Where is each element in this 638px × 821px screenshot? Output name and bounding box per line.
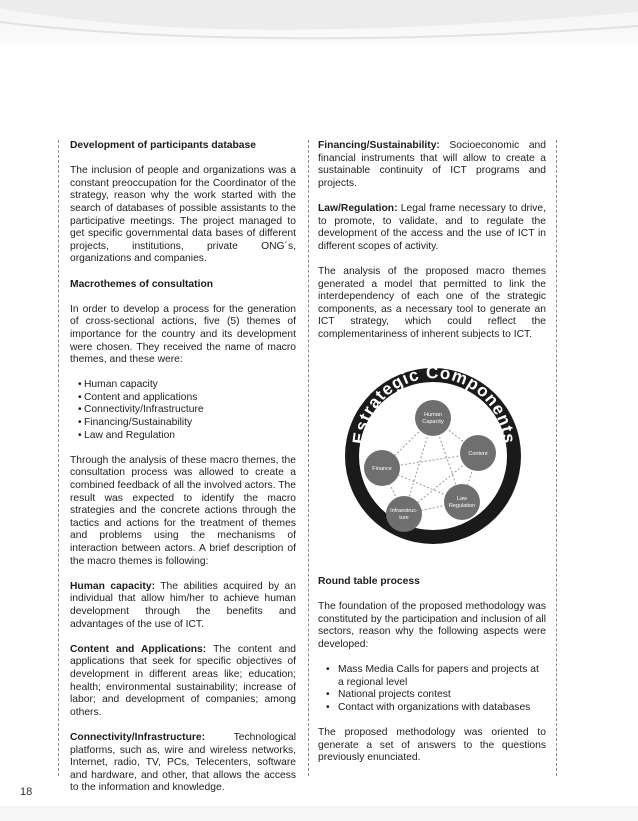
column-divider-left xyxy=(58,140,59,776)
round-table-aspects-list xyxy=(318,664,546,714)
paragraph-macrothemes: In order to develop a process for the generation of cross-sectional actions, five (5) themes of importance for the country and its development were chosen. They received the name of macro themes, and these were: xyxy=(70,303,296,366)
term-human-capacity: Human capacity: xyxy=(70,580,155,592)
strategic-components-diagram xyxy=(338,356,528,546)
left-column xyxy=(70,140,296,807)
term-content-applications: Content and Applications: xyxy=(70,643,207,655)
definition-law-regulation: Legal frame necessary to drive, to promote, to validate, and to regulate the development of the access and the use of ICT in different scopes of activity. xyxy=(318,202,546,252)
definition-financing: Socioeconomic and financial instruments that will allow to create a sustainable continuity of ICT programs and projects. xyxy=(318,140,546,189)
list-item: • Human capacity xyxy=(70,379,296,392)
list-item: • Financing/Sustainability xyxy=(70,417,296,430)
term-financing: Financing/Sustainability: xyxy=(318,140,440,151)
macrothemes-list xyxy=(70,379,296,442)
diagram-title: Estrategic Components xyxy=(348,363,519,446)
definition-connectivity: Technological platforms, such as, wire and wireless networks, Internet, radio, TV, PCs, Telecenters, software and hardware, and other, that allows the access to the information and knowledge. xyxy=(70,731,296,794)
diagram-node-content xyxy=(460,435,496,471)
list-item: • Contact with organizations with databases xyxy=(318,702,546,715)
footer-band xyxy=(0,806,638,821)
section-heading-round-table: Round table process xyxy=(318,576,420,588)
list-item: • Law and Regulation xyxy=(70,430,296,443)
list-item: • Content and applications xyxy=(70,392,296,405)
node-label-capacity: Capacity xyxy=(422,419,444,425)
node-label-regulation: Regulation xyxy=(448,503,476,509)
diagram-node-law-regulation xyxy=(444,484,480,520)
page-number: 18 xyxy=(20,786,33,798)
definition-content-applications: The content and applications that seek for specific objectives of development in different areas like; education; health; environmental sustainability; increase of labor; and development of companies; among others. xyxy=(70,643,296,718)
list-item: • Connectivity/Infrastructure xyxy=(70,404,296,417)
node-label-law: Law xyxy=(456,496,468,502)
diagram-node-infrastructure xyxy=(386,496,422,532)
column-divider-right xyxy=(556,140,557,776)
paragraph-round-table: The foundation of the proposed methodology was constituted by the participation and inclusion of all sectors, reason why the following aspects were developed: xyxy=(318,601,546,651)
paragraph-participants-database: The inclusion of people and organizations was a constant preoccupation for the Coordinator of the strategy, reason why the work started with the search of databases of possible assistants to the participative meetings. The project managed to get specific governmental data bases of different projects, institutions, private ONG´s, organizations and companies. xyxy=(70,165,296,265)
definition-human-capacity: The abilities acquired by an individual that allow him/her to achieve human development through the benefits and advantages of the use of ICT. xyxy=(70,580,296,630)
list-item: • Mass Media Calls for papers and projects at a regional level xyxy=(318,664,546,689)
diagram-node-finance xyxy=(364,450,400,486)
node-label-ture: ture xyxy=(399,515,409,521)
paragraph-model-analysis: The analysis of the proposed macro themes generated a model that permitted to link the interdependency of each one of the strategic components, as a necessary tool to generate an ICT strategy, which could reflect the complementariness of inherent subjects to ICT. xyxy=(318,265,546,340)
paragraph-human-capacity xyxy=(70,581,296,631)
column-divider-middle xyxy=(308,140,309,776)
diagram-svg xyxy=(338,356,528,546)
paragraph-content-applications xyxy=(70,644,296,720)
paragraph-law-regulation xyxy=(318,203,546,253)
node-label-finance: Finance xyxy=(372,466,392,472)
section-heading-macrothemes: Macrothemes of consultation xyxy=(70,278,214,290)
paragraph-methodology: The proposed methodology was oriented to generate a set of answers to the questions previously enunciated. xyxy=(318,727,546,764)
node-label-human: Human xyxy=(424,412,442,418)
header-swoosh-decoration xyxy=(0,0,638,50)
term-connectivity: Connectivity/Infrastructure: xyxy=(70,731,206,743)
paragraph-connectivity xyxy=(70,732,296,795)
diagram-node-human-capacity xyxy=(415,400,451,436)
list-item: • National projects contest xyxy=(318,689,546,702)
section-heading-participants-database: Development of participants database xyxy=(70,140,256,151)
paragraph-financing xyxy=(318,140,546,190)
node-label-infraestruc: Infraestruc- xyxy=(390,508,418,514)
paragraph-analysis: Through the analysis of these macro themes, the consultation process was allowed to create a combined feedback of all the involved actors. The result was expected to identify the macro strategies and the concrete actions through the tactics and actions for the treatment of themes and problems using the mechanisms of interaction between actors. A brief description of the macro themes is following: xyxy=(70,454,296,567)
term-law-regulation: Law/Regulation: xyxy=(318,202,398,214)
node-label-content: Content xyxy=(468,451,488,457)
